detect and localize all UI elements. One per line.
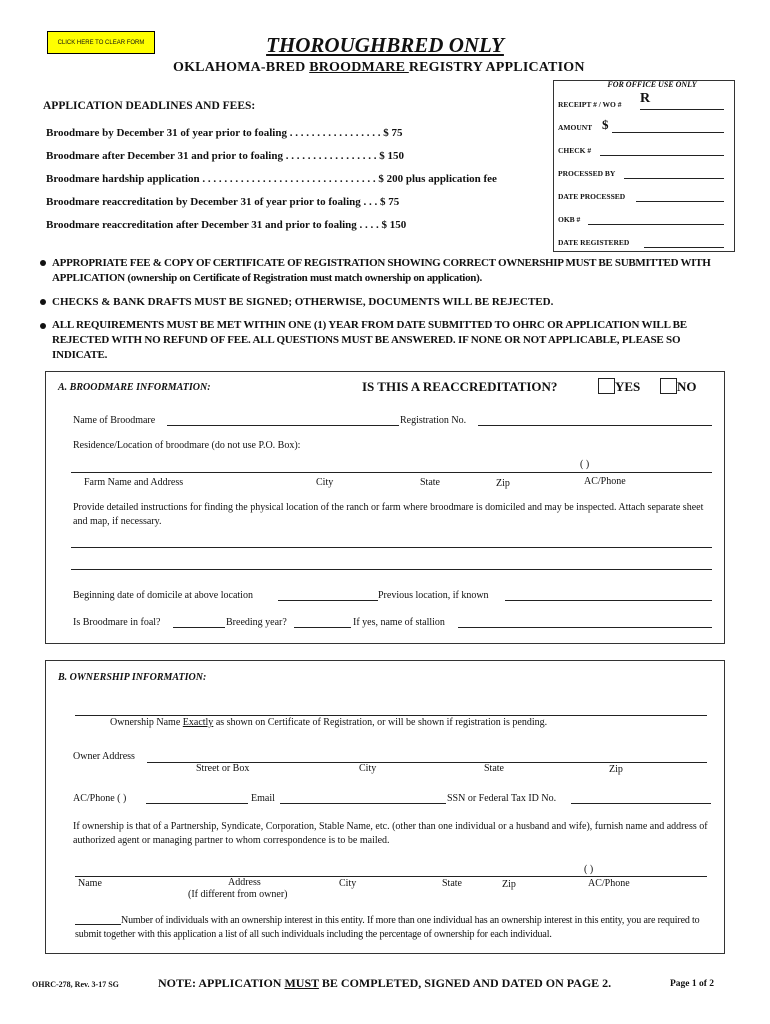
agent-city-label: City: [339, 878, 357, 889]
owner-state-label: State: [484, 763, 504, 774]
city-label: City: [316, 477, 334, 488]
email-label: Email: [251, 793, 275, 804]
no-checkbox[interactable]: [660, 378, 677, 394]
fee-item: Broodmare after December 31 and prior to foaling . . . . . . . . . . . . . . . . . $ 150: [46, 150, 404, 162]
owner-phone-label: AC/Phone ( ): [73, 793, 127, 804]
bullet-icon: [40, 260, 46, 266]
email-field[interactable]: [280, 803, 446, 804]
broodmare-name-field[interactable]: [167, 425, 399, 426]
residence-label: Residence/Location of broodmare (do not use P.O. Box):: [73, 440, 301, 451]
in-foal-label: Is Broodmare in foal?: [73, 617, 161, 628]
agent-ac-phone-label: AC/Phone: [588, 878, 630, 889]
partnership-text: If ownership is that of a Partnership, Syndicate, Corporation, Stable Name, etc. (other than one individual or a husband and wife), furnish name and address of authorized agent or managing partner to whom correspondence is to be mailed.: [73, 821, 708, 846]
bullet-icon: [40, 299, 46, 305]
fee-item: Broodmare by December 31 of year prior to foaling . . . . . . . . . . . . . . . . . $ 75: [46, 127, 403, 139]
date-processed-label: DATE PROCESSED: [558, 192, 626, 201]
ownership-name-label: [110, 717, 547, 728]
ssn-field[interactable]: [571, 803, 711, 804]
clear-form-button[interactable]: CLICK HERE TO CLEAR FORM: [47, 31, 155, 54]
note-prefix: NOTE: APPLICATION: [158, 976, 285, 990]
note-suffix: BE COMPLETED, SIGNED AND DATED ON PAGE 2.: [318, 976, 612, 990]
agent-address-label: Address: [228, 877, 261, 888]
individuals-text: Number of individuals with an ownership interest in this entity. If more than one individual has an ownership interest in this entity, you are required to submit together with this application a list of all such individuals including the percentage of ownership for each individual.: [75, 915, 700, 940]
note-must: MUST: [284, 976, 319, 990]
subtitle-prefix: OKLAHOMA-BRED: [173, 60, 310, 75]
zip-label: Zip: [496, 478, 510, 489]
amount-symbol: $: [602, 117, 609, 132]
previous-location-label: Previous location, if known: [378, 590, 489, 601]
amount-label: AMOUNT: [558, 123, 593, 132]
previous-location-field[interactable]: [505, 600, 712, 601]
yes-label: YES: [615, 379, 641, 394]
ownership-exactly: Exactly: [182, 717, 214, 728]
receipt-value: R: [640, 91, 651, 106]
instructions-field-1[interactable]: [71, 547, 712, 548]
stallion-field[interactable]: [458, 627, 712, 628]
owner-city-label: City: [359, 763, 377, 774]
breeding-year-field[interactable]: [294, 627, 351, 628]
owner-address-label: Owner Address: [73, 751, 135, 762]
requirement-fee: APPROPRIATE FEE & COPY OF CERTIFICATE OF REGISTRATION SHOWING CORRECT OWNERSHIP MUST BE SUBMITTED WITH APPLICATION (ownership on Certificate of Registration must match ownership on application).: [52, 257, 711, 284]
receipt-field[interactable]: [640, 109, 724, 110]
section-a-heading: A. BROODMARE INFORMATION:: [58, 382, 211, 393]
office-use-title: FOR OFFICE USE ONLY: [607, 80, 697, 89]
ownership-suffix: as shown on Certificate of Registration, or will be shown if registration is pending.: [213, 717, 548, 728]
form-title: THOROUGHBRED ONLY: [266, 33, 504, 57]
domicile-date-label: Beginning date of domicile at above location: [73, 590, 253, 601]
completion-note: [158, 976, 611, 991]
agent-field[interactable]: [75, 876, 707, 877]
state-label: State: [420, 477, 440, 488]
fee-item: Broodmare reaccreditation by December 31 of year prior to foaling . . . $ 75: [46, 196, 400, 208]
fee-item: Broodmare reaccreditation after December 31 and prior to foaling . . . . $ 150: [46, 219, 407, 231]
location-instructions: Provide detailed instructions for finding the physical location of the ranch or farm where broodmare is domiciled and may be inspected. Attach separate sheet and map, if necessary.: [73, 502, 704, 527]
check-label: CHECK #: [558, 146, 592, 155]
date-registered-label: DATE REGISTERED: [558, 238, 630, 247]
registration-label: Registration No.: [400, 415, 467, 426]
check-field[interactable]: [600, 155, 724, 156]
residence-field[interactable]: [71, 472, 712, 473]
no-label: NO: [677, 379, 697, 394]
amount-field[interactable]: [612, 132, 724, 133]
street-label: Street or Box: [196, 763, 250, 774]
requirement-checks: CHECKS & BANK DRAFTS MUST BE SIGNED; OTHERWISE, DOCUMENTS WILL BE REJECTED.: [52, 296, 554, 308]
agent-address-note: (If different from owner): [188, 889, 288, 900]
agent-phone-paren: ( ): [584, 864, 594, 875]
farm-label: Farm Name and Address: [84, 477, 184, 488]
owner-phone-field[interactable]: [146, 803, 248, 804]
ownership-name-field[interactable]: [75, 715, 707, 716]
date-processed-field[interactable]: [636, 201, 724, 202]
section-b-heading: B. OWNERSHIP INFORMATION:: [58, 672, 207, 683]
bullet-icon: [40, 323, 46, 329]
processed-by-field[interactable]: [624, 178, 724, 179]
okb-field[interactable]: [588, 224, 724, 225]
fee-item: Broodmare hardship application . . . . . . . . . . . . . . . . . . . . . . . . . . . . . . . . $ 200 plus application fee: [46, 173, 497, 185]
agent-name-label: Name: [78, 878, 102, 889]
requirement-deadline: ALL REQUIREMENTS MUST BE MET WITHIN ONE (1) YEAR FROM DATE SUBMITTED TO OHRC OR APPLICATION WILL BE REJECTED WITH NO REFUND OF FEE. ALL QUESTIONS MUST BE ANSWERED. IF NONE OR NOT APPLICABLE, PLEASE SO INDICATE.: [52, 319, 687, 361]
office-use-box: [553, 80, 735, 252]
section-ownership-info: [45, 660, 725, 954]
okb-label: OKB #: [558, 215, 581, 224]
agent-state-label: State: [442, 878, 462, 889]
reaccreditation-question: IS THIS A REACCREDITATION?: [362, 379, 558, 394]
in-foal-field[interactable]: [173, 627, 225, 628]
breeding-year-label: Breeding year?: [226, 617, 287, 628]
broodmare-name-label: Name of Broodmare: [73, 415, 156, 426]
receipt-label: RECEIPT # / WO #: [558, 100, 622, 109]
page-number: Page 1 of 2: [670, 979, 715, 989]
subtitle-underlined: BROODMARE: [309, 60, 409, 75]
form-subtitle: [173, 60, 585, 76]
residence-phone-paren: ( ): [580, 459, 590, 470]
form-id: OHRC-278, Rev. 3-17 SG: [32, 980, 119, 989]
ssn-label: SSN or Federal Tax ID No.: [447, 793, 557, 804]
fees-heading: APPLICATION DEADLINES AND FEES:: [43, 100, 256, 112]
ownership-prefix: Ownership Name: [110, 717, 183, 728]
date-registered-field[interactable]: [644, 247, 724, 248]
ac-phone-label: AC/Phone: [584, 476, 626, 487]
yes-checkbox[interactable]: [598, 378, 615, 394]
registration-field[interactable]: [478, 425, 712, 426]
owner-zip-label: Zip: [609, 764, 623, 775]
instructions-field-2[interactable]: [71, 569, 712, 570]
subtitle-suffix: REGISTRY APPLICATION: [408, 60, 585, 75]
stallion-label: If yes, name of stallion: [353, 617, 445, 628]
processed-by-label: PROCESSED BY: [558, 169, 616, 178]
domicile-date-field[interactable]: [278, 600, 378, 601]
agent-zip-label: Zip: [502, 879, 516, 890]
